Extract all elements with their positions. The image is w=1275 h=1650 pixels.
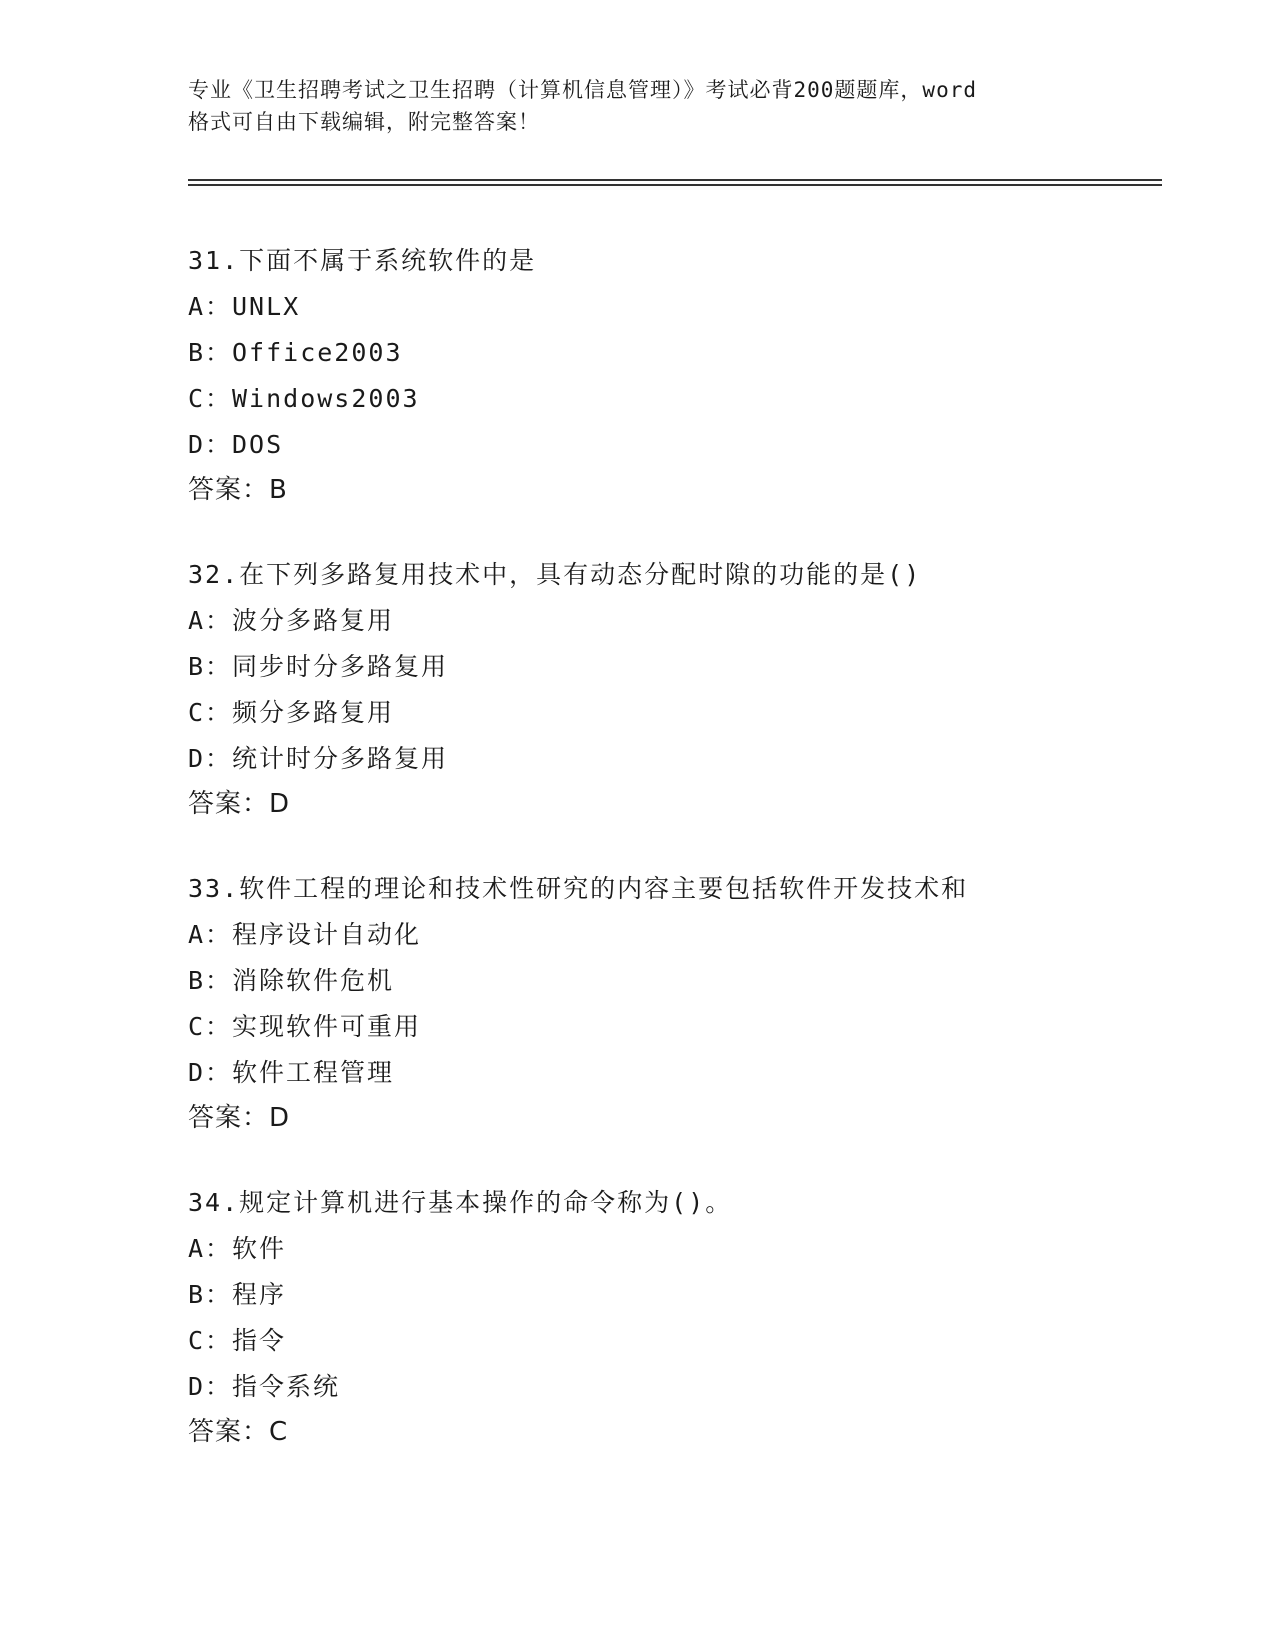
option-text: 程序 — [232, 1280, 287, 1309]
option-key: B： — [188, 338, 233, 367]
option-key: B： — [188, 966, 233, 995]
option-c — [188, 1004, 1188, 1050]
option-text: UNLX — [232, 292, 301, 321]
option-c — [188, 376, 1188, 422]
option-text: 统计时分多路复用 — [232, 744, 449, 773]
option-text: 波分多路复用 — [232, 606, 395, 635]
header-line-2: 格式可自由下载编辑，附完整答案！ — [188, 110, 540, 134]
option-key: A： — [188, 292, 233, 321]
option-text: 软件工程管理 — [232, 1058, 395, 1087]
option-a — [188, 284, 1188, 330]
question-stem: 32.在下列多路复用技术中，具有动态分配时隙的功能的是() — [188, 560, 922, 589]
option-b — [188, 1272, 1188, 1318]
question-stem: 31.下面不属于系统软件的是 — [188, 246, 537, 275]
answer-line: 答案：D — [188, 789, 291, 819]
option-a — [188, 598, 1188, 644]
option-key: B： — [188, 1280, 233, 1309]
answer-line: 答案：B — [188, 475, 288, 505]
option-text: Office2003 — [232, 338, 403, 367]
option-key: A： — [188, 1234, 233, 1263]
option-d — [188, 1050, 1188, 1096]
option-key: C： — [188, 1326, 233, 1355]
option-key: A： — [188, 920, 233, 949]
option-key: D： — [188, 1058, 233, 1087]
option-text: 同步时分多路复用 — [232, 652, 449, 681]
option-c — [188, 1318, 1188, 1364]
question-list — [188, 238, 1188, 1494]
option-text: 实现软件可重用 — [232, 1012, 422, 1041]
question-34 — [188, 1180, 1188, 1454]
option-key: D： — [188, 744, 233, 773]
option-b — [188, 330, 1188, 376]
option-key: D： — [188, 1372, 233, 1401]
question-31 — [188, 238, 1188, 512]
option-text: 频分多路复用 — [232, 698, 395, 727]
option-b — [188, 644, 1188, 690]
option-key: D： — [188, 430, 233, 459]
option-key: C： — [188, 698, 233, 727]
header-divider-top — [188, 179, 1162, 181]
header-divider-bottom — [188, 184, 1162, 186]
option-text: Windows2003 — [232, 384, 420, 413]
option-a — [188, 912, 1188, 958]
option-key: C： — [188, 384, 233, 413]
option-d — [188, 422, 1188, 468]
option-key: C： — [188, 1012, 233, 1041]
answer-line: 答案：D — [188, 1103, 291, 1133]
option-key: B： — [188, 652, 233, 681]
option-text: 程序设计自动化 — [232, 920, 422, 949]
option-a — [188, 1226, 1188, 1272]
option-c — [188, 690, 1188, 736]
option-text: DOS — [232, 430, 284, 459]
option-text: 指令系统 — [232, 1372, 341, 1401]
question-33 — [188, 866, 1188, 1140]
option-text: 消除软件危机 — [232, 966, 395, 995]
document-header — [188, 74, 1088, 138]
question-32 — [188, 552, 1188, 826]
option-b — [188, 958, 1188, 1004]
option-text: 软件 — [232, 1234, 287, 1263]
option-d — [188, 736, 1188, 782]
option-text: 指令 — [232, 1326, 287, 1355]
question-stem: 34.规定计算机进行基本操作的命令称为()。 — [188, 1188, 733, 1217]
question-stem: 33.软件工程的理论和技术性研究的内容主要包括软件开发技术和 — [188, 874, 969, 903]
answer-line: 答案：C — [188, 1417, 289, 1447]
option-key: A： — [188, 606, 233, 635]
header-line-1: 专业《卫生招聘考试之卫生招聘（计算机信息管理）》考试必背200题题库，word — [188, 78, 977, 102]
option-d — [188, 1364, 1188, 1410]
